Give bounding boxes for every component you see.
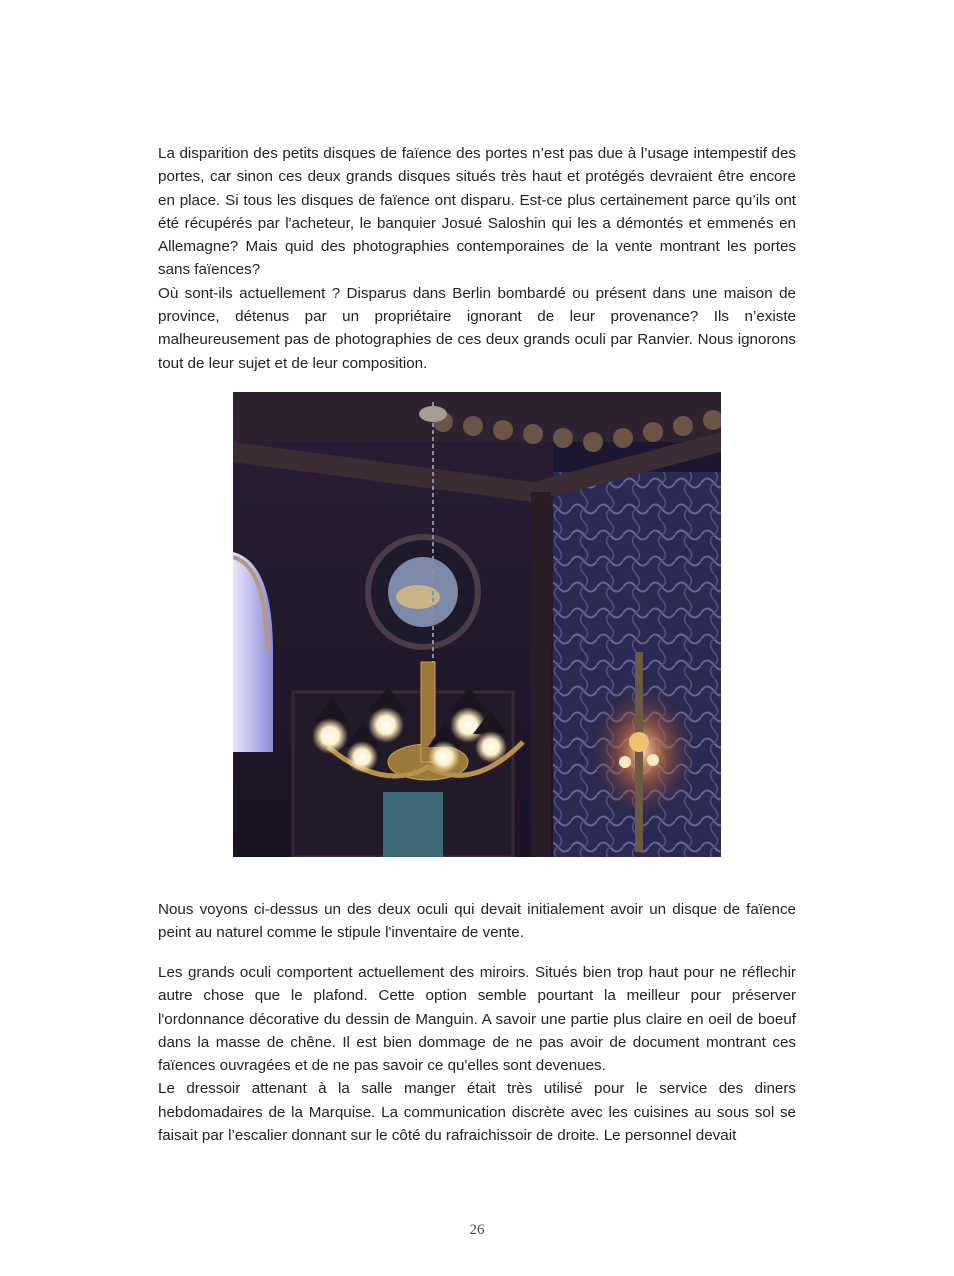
paragraph: Les grands oculi comportent actuellement des miroirs. Situés bien trop haut pour ne réflechir autre chose que le plafond. Cette option semble pourtant la meilleur pour préserver l'ordonnance décorative du dessin de Manguin. A savoir une partie plus claire en oeil de boeuf dans la masse de chêne. Il est bien dommage de ne pas avoir de document montrant ces faïences ouvragées et de ne pas savoir ce qu'elles sont devenues. bbox=[158, 964, 796, 1075]
paragraph: Nous voyons ci-dessus un des deux oculi qui devait initialement avoir un disque de faïence peint au naturel comme le stipule l'inventaire de vente. bbox=[158, 901, 796, 942]
page-number: 26 bbox=[469, 1222, 485, 1238]
paragraph: La disparition des petits disques de faïence des portes n’est pas due à l’usage intempestif des portes, car sinon ces deux grands disques situés très haut et protégés devraient être encore en place. Si tous les disques de faïence ont disparu. Est-ce plus certainement parce qu’ils ont été récupérés par l'acheteur, le banquier Josué Saloshin qui les a démontés et emmenés en Allemagne? Mais quid des photographies contemporaines de la vente montrant les portes sans faïences? bbox=[158, 145, 796, 279]
text-block-caption bbox=[158, 898, 796, 945]
paragraph: Où sont-ils actuellement ? Disparus dans Berlin bombardé ou présent dans une maison de province, détenus par un propriétaire ignorant de leur provenance? Ils n’existe malheureusement pas de photographies de ces deux grands oculi par Ranvier. Nous ignorons tout de leur sujet et de leur composition. bbox=[158, 284, 796, 372]
text-block-bottom bbox=[158, 961, 796, 1147]
chandelier-photo bbox=[233, 392, 721, 857]
text-block-top bbox=[158, 142, 796, 375]
paragraph: Le dressoir attenant à la salle manger était très utilisé pour le service des diners hebdomadaires de la Marquise. La communication discrète avec les cuisines au sous sol se faisait par l’escalier donnant sur le côté du rafraichissoir de droite. Le personnel devait bbox=[158, 1080, 796, 1145]
